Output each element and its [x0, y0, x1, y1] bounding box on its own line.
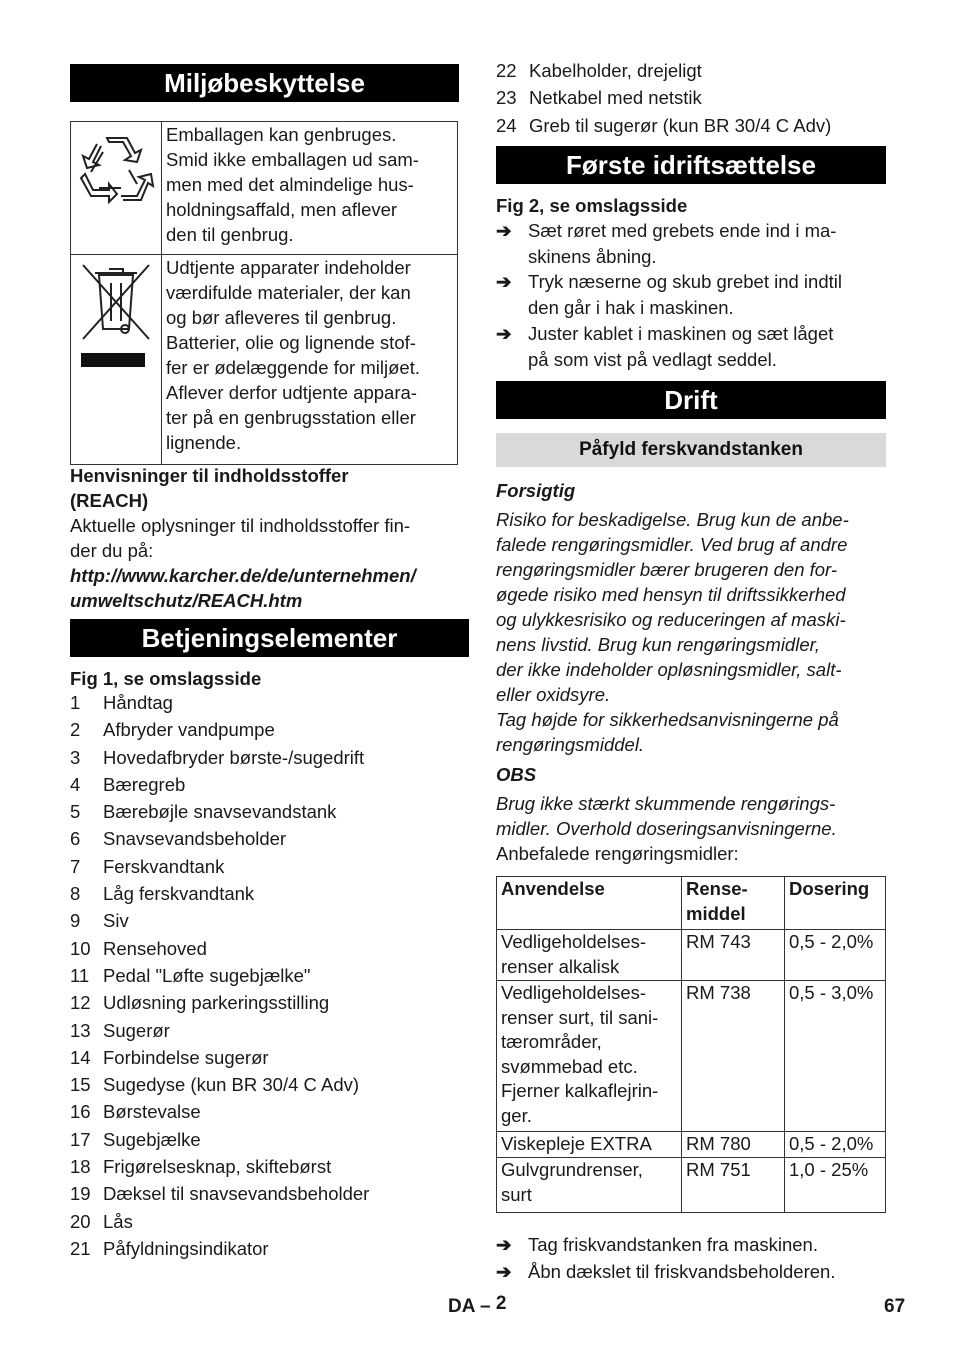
list-item-label: Pedal "Løfte sugebjælke"	[103, 964, 311, 986]
fig1-reference: Fig 1, se omslagsside	[70, 668, 262, 689]
list-item-number: 18	[70, 1156, 91, 1178]
controls-list-continued	[496, 57, 896, 139]
note-title: OBS	[496, 764, 537, 785]
list-item-label: Låg ferskvandtank	[103, 883, 255, 905]
heading-first-use: Første idriftsættelse	[496, 146, 886, 184]
list-item-label: Børstevalse	[103, 1101, 201, 1123]
list-item-label: Håndtag	[103, 692, 173, 713]
crossed-bin-icon	[71, 255, 161, 459]
list-item-number: 12	[70, 992, 91, 1014]
list-item	[70, 771, 470, 798]
list-item-number: 8	[70, 883, 81, 905]
list-item	[496, 57, 896, 84]
list-item	[70, 1126, 470, 1153]
list-item	[70, 825, 470, 852]
list-item	[70, 853, 470, 880]
list-item-number: 23	[496, 87, 517, 109]
list-item-label: Sugerør	[103, 1019, 170, 1041]
list-item-number: 20	[70, 1210, 91, 1232]
recommended-label: Anbefalede rengøringsmidler:	[496, 843, 739, 864]
list-item	[70, 1098, 470, 1125]
list-item-label: Rensehoved	[103, 937, 207, 959]
list-item	[70, 1235, 470, 1262]
list-item-number: 21	[70, 1237, 91, 1259]
step-2: ➔ Tryk næserne og skub grebet ind indtil den går i hak i maskinen.	[496, 271, 842, 318]
list-item-number: 14	[70, 1046, 91, 1068]
list-item-label: Sugebjælke	[103, 1128, 201, 1150]
list-item-label: Hovedafbryder børste-/sugedrift	[103, 746, 365, 768]
list-item	[70, 716, 470, 743]
arrow-right-icon: ➔	[496, 323, 512, 344]
subheading-fill-tank: Påfyld ferskvandstanken	[496, 433, 886, 467]
list-item-label: Bæregreb	[103, 773, 186, 795]
list-item	[70, 1071, 470, 1098]
list-item	[496, 84, 896, 111]
list-item-number: 22	[496, 60, 517, 81]
page-number: 67	[884, 1296, 906, 1317]
list-item-label: Greb til sugerør (kun BR 30/4 C Adv)	[529, 114, 832, 136]
recycle-icon	[71, 122, 161, 249]
final-step-1: ➔ Tag friskvandstanken fra maskinen.	[496, 1232, 886, 1258]
list-item-label: Kabelholder, drejeligt	[529, 60, 702, 81]
list-item	[70, 880, 470, 907]
list-item-label: Siv	[103, 910, 129, 932]
controls-list	[70, 689, 470, 1262]
note-text: Brug ikke stærkt skummende rengørings- midler. Overhold doseringsanvisningerne.	[496, 793, 837, 839]
list-item	[70, 962, 470, 989]
list-item-label: Frigørelsesknap, skiftebørst	[103, 1156, 332, 1178]
list-item-number: 17	[70, 1128, 91, 1150]
env-row-weee	[71, 255, 458, 465]
list-item	[70, 1017, 470, 1044]
list-item-number: 13	[70, 1019, 91, 1041]
column-header-use: Anvendelse	[497, 877, 682, 930]
table-row: Vedligeholdelses- renser surt, til sani- tærområder, svømmebad etc. Fjerner kalkaflejrin- ger. RM 738 0,5 - 3,0%	[497, 981, 886, 1132]
env-weee-text: Udtjente apparater indeholder værdifulde materialer, der kan og bør afleveres til genbrug. Batterier, olie og lignende stof- fer er ødelæggende for miljøet. Aflever derfor udtjente appara- ter på en genbrugsstation eller lignende.	[162, 255, 458, 465]
reach-link[interactable]: http://www.karcher.de/de/unternehmen/ umweltschutz/REACH.htm	[70, 565, 416, 611]
list-item-number: 7	[70, 855, 81, 877]
list-item-label: Snavsevandsbeholder	[103, 828, 287, 850]
list-item-number: 3	[70, 746, 81, 768]
list-item	[70, 907, 470, 934]
reach-text: Aktuelle oplysninger til indholdsstoffer fin- der du på:	[70, 515, 411, 561]
cleaning-agents-table	[496, 876, 886, 1213]
heading-operation: Drift	[496, 381, 886, 419]
table-row: Viskepleje EXTRA RM 780 0,5 - 2,0%	[497, 1132, 886, 1158]
list-item	[70, 989, 470, 1016]
heading-controls: Betjeningselementer	[70, 619, 469, 657]
reach-title: Henvisninger til indholdsstoffer (REACH)	[70, 465, 349, 511]
list-item	[70, 1180, 470, 1207]
list-item	[70, 1044, 470, 1071]
arrow-right-icon: ➔	[496, 271, 512, 292]
list-item-label: Sugedyse (kun BR 30/4 C Adv)	[103, 1074, 360, 1096]
list-item-number: 15	[70, 1074, 91, 1096]
list-item-number: 1	[70, 692, 81, 713]
list-item	[70, 798, 470, 825]
list-item-label: Dæksel til snavsevandsbeholder	[103, 1183, 370, 1205]
list-item-number: 9	[70, 910, 81, 932]
list-item	[70, 744, 470, 771]
environment-table	[70, 121, 458, 465]
list-item-label: Lås	[103, 1210, 133, 1232]
env-recycle-text: Emballagen kan genbruges. Smid ikke emballagen ud sam- men med det almindelige hus- holdningsaffald, men aflever den til genbrug.	[162, 122, 458, 255]
caution-title: Forsigtig	[496, 480, 576, 501]
list-item-number: 6	[70, 828, 81, 850]
table-header-row	[497, 877, 886, 930]
list-item	[70, 1153, 470, 1180]
table-row: Gulvgrundrenser, surt RM 751 1,0 - 25%	[497, 1158, 886, 1213]
list-item-label: Ferskvandtank	[103, 855, 225, 877]
heading-environment: Miljøbeskyttelse	[70, 64, 459, 102]
list-item	[70, 689, 470, 716]
list-item	[70, 1208, 470, 1235]
step-3: ➔ Juster kablet i maskinen og sæt låget på som vist på vedlagt seddel.	[496, 323, 834, 370]
env-row-recycle	[71, 122, 458, 255]
list-item-label: Netkabel med netstik	[529, 87, 702, 109]
arrow-right-icon: ➔	[496, 220, 512, 241]
table-row: Vedligeholdelses- renser alkalisk RM 743 0,5 - 2,0%	[497, 930, 886, 981]
list-item-number: 2	[70, 719, 81, 741]
list-item-number: 10	[70, 937, 91, 959]
list-item-label: Afbryder vandpumpe	[103, 719, 275, 741]
list-item-label: Bærebøjle snavsevandstank	[103, 801, 337, 823]
footer-section-label: DA – 2	[448, 1293, 507, 1317]
final-step-2: ➔ Åbn dækslet til friskvandsbeholderen.	[496, 1259, 886, 1285]
caution-text: Risiko for beskadigelse. Brug kun de anbe- falede rengøringsmidler. Ved brug af andre rengøringsmidler bærer brugeren den for- øgede risiko med hensyn til driftssikkerhed og ulykkesrisiko og reduceringen af maski- nens livstid. Brug kun rengøringsmidler, der ikke indeholder opløsningsmidler, salt- eller oxidsyre. Tag højde for sikkerhedsanvisningerne på rengøringsmiddel.	[496, 509, 849, 755]
list-item	[496, 112, 896, 139]
column-header-dosage: Dosering	[785, 877, 886, 930]
list-item-number: 4	[70, 773, 81, 795]
step-1: ➔ Sæt røret med grebets ende ind i ma- skinens åbning.	[496, 220, 837, 267]
arrow-right-icon: ➔	[496, 1234, 512, 1255]
list-item-label: Forbindelse sugerør	[103, 1046, 269, 1068]
list-item-number: 24	[496, 114, 517, 136]
list-item-number: 19	[70, 1183, 91, 1205]
column-header-product: Rense- middel	[682, 877, 785, 930]
list-item-label: Udløsning parkeringsstilling	[103, 992, 330, 1014]
arrow-right-icon: ➔	[496, 1261, 512, 1282]
list-item-number: 11	[70, 964, 90, 986]
list-item-number: 16	[70, 1101, 91, 1123]
list-item-number: 5	[70, 801, 81, 823]
list-item-label: Påfyldningsindikator	[103, 1237, 269, 1259]
list-item	[70, 935, 470, 962]
fig2-reference: Fig 2, se omslagsside	[496, 195, 688, 216]
